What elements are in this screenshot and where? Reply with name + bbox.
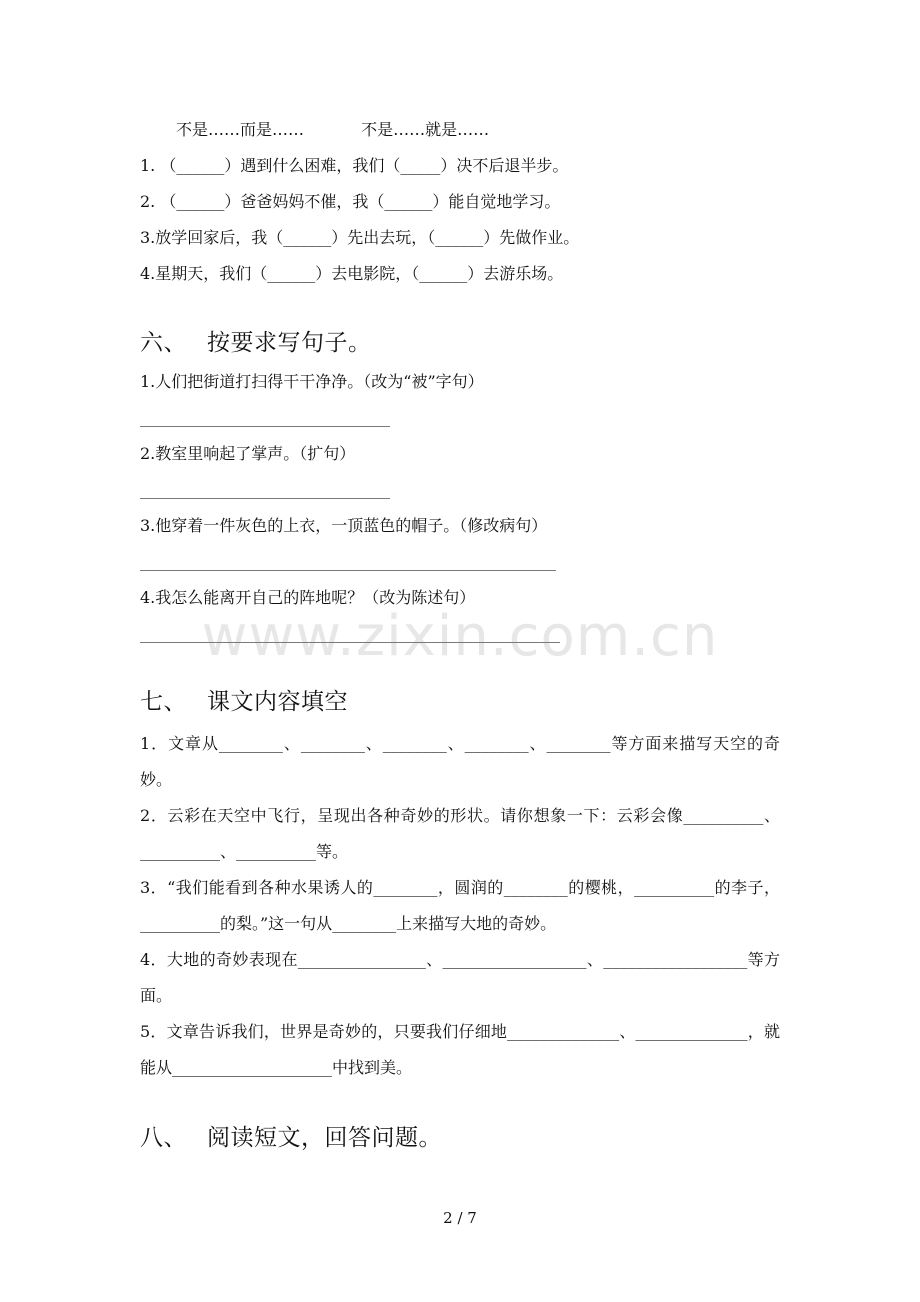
s7-item-4: 4．大地的奇妙表现在________________、__________________、__________________等方面。: [140, 950, 780, 1005]
page-number: 2 / 7: [443, 1209, 477, 1227]
section-8-heading: [140, 1124, 442, 1152]
section-7-heading: [140, 688, 348, 716]
s5-item-3: 3.放学回家后，我（______）先出去玩，（______）先做作业。: [140, 228, 580, 247]
option-1: 不是……而是……: [176, 120, 305, 139]
section-8-title: 阅读短文，回答问题。: [207, 1125, 442, 1151]
section-6-title: 按要求写句子。: [207, 330, 372, 356]
section-6-number: 六、: [140, 330, 187, 356]
watermark: www.zixin.com.cn: [201, 604, 719, 669]
s6-item-2: 2.教室里响起了掌声。（扩句）: [140, 444, 356, 463]
s5-item-2: 2. （______）爸爸妈妈不催，我（______）能自觉地学习。: [140, 192, 561, 211]
s7-item-2: 2．云彩在天空中飞行，呈现出各种奇妙的形状。请你想象一下：云彩会像__________、__________、__________等。: [140, 806, 780, 861]
s7-item-3: 3．“我们能看到各种水果诱人的________，圆润的________的樱桃，__________的李子，__________的梨。”这一句从________上来描写大地的奇妙。: [140, 878, 780, 933]
section-7-number: 七、: [140, 689, 187, 715]
word-options: [176, 120, 489, 140]
s7-item-5: 5．文章告诉我们，世界是奇妙的，只要我们仔细地______________、______________，就能从____________________中找到美。: [140, 1022, 780, 1077]
option-2: 不是……就是……: [361, 120, 490, 139]
answer-line-3[interactable]: [140, 570, 556, 571]
s6-item-1: 1.人们把街道打扫得干干净净。（改为“被”字句）: [140, 372, 484, 391]
answer-line-2[interactable]: [140, 498, 390, 499]
section-7-title: 课文内容填空: [207, 689, 348, 715]
s7-item-1: 1．文章从________、________、________、________、________等方面来描写天空的奇妙。: [140, 734, 780, 789]
answer-line-4[interactable]: [140, 642, 560, 643]
s5-item-4: 4.星期天，我们（______）去电影院，（______）去游乐场。: [140, 264, 564, 283]
s6-item-3: 3.他穿着一件灰色的上衣，一顶蓝色的帽子。（修改病句）: [140, 516, 548, 535]
s5-item-1: 1. （______）遇到什么困难，我们（_____）决不后退半步。: [140, 156, 569, 175]
section-8-number: 八、: [140, 1125, 187, 1151]
section-6-heading: [140, 329, 372, 357]
s6-item-4: 4.我怎么能离开自己的阵地呢？（改为陈述句）: [140, 588, 476, 607]
answer-line-1[interactable]: [140, 426, 390, 427]
